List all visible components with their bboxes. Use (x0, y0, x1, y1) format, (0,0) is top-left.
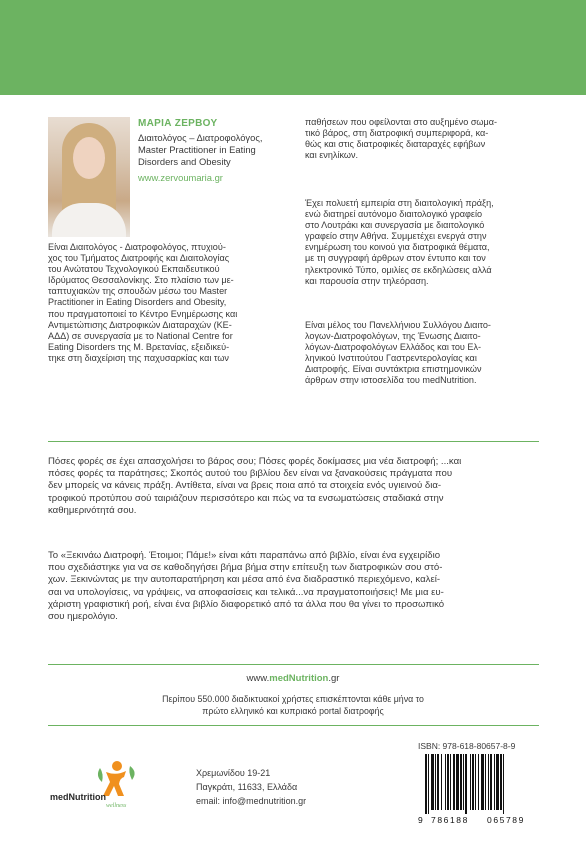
blurb-line: Το «Ξεκινάω Διατροφή. Έτοιμοι; Πάμε!» είναι κάτι παραπάνω από βιβλίο, είναι ένα εγχειρίδιο (48, 550, 441, 561)
barcode-bar (441, 754, 442, 810)
bio-line: και παρουσία στην τηλεόραση. (305, 275, 429, 286)
top-color-band (0, 0, 586, 95)
bio-right-paragraph-3 (305, 320, 491, 387)
barcode-bar (463, 754, 464, 810)
blurb-line: τροφικού προτύπου σού ταιριάζουν περισσότερο και πώς να τα ενσωματώσεις σταδιακά στην (48, 492, 444, 504)
website-suffix: .gr (328, 673, 340, 684)
barcode-bar (496, 754, 499, 810)
blurb-line: σου ημερολόγιο. (48, 611, 118, 623)
bio-line: Έχει πολυετή εμπειρία στη διαιτολογική πράξη, (305, 198, 494, 208)
divider-line (48, 664, 539, 665)
bio-line: που πραγματοποιεί το Κέντρο Ενημέρωσης και (48, 308, 238, 319)
bio-line: λογων-Διατροφολόγων, της Ένωσης Διαιτο- (305, 331, 481, 342)
author-website[interactable]: www.zervoumaria.gr (138, 172, 223, 183)
barcode-group-2: 065789 (487, 815, 525, 825)
blurb-line: σαι να υπολογίσεις, να γράψεις, να αποφασίσεις και τελικά...να πραγματοποιήσεις! Με μια ευ- (48, 586, 444, 598)
barcode-bar (456, 754, 459, 810)
blurb-line: που σχεδιάστηκε για να σε καθοδηγήσει βήμα βήμα στην επίτευξη των διατροφικών σου στό- (48, 562, 443, 574)
barcode-bar (460, 754, 462, 810)
blurb-line: καθημερινότητά σου. (48, 504, 137, 516)
bio-line: τηκε στη διαχείριση της παχυσαρκίας και των (48, 352, 229, 363)
visitors-note (0, 693, 586, 717)
barcode-bar (503, 754, 504, 814)
barcode-bar (490, 754, 492, 810)
barcode-bar (428, 754, 429, 814)
divider-line (48, 441, 539, 442)
bio-line: ηλεκτρονικό Τύπο, ομιλίες σε εκδηλώσεις αλλά (305, 264, 492, 275)
barcode-bar (472, 754, 474, 810)
bio-right-paragraph-2 (305, 198, 494, 287)
barcode-bar (447, 754, 449, 810)
barcode-bar (425, 754, 427, 814)
visitors-line: πρώτο ελληνικό και κυπριακό portal διατροφής (202, 706, 384, 716)
author-name: ΜΑΡΙΑ ΖΕΡΒΟΥ (138, 118, 218, 129)
blurb-line: πόσες φορές τα παράτησες; Σκοπός αυτού του βιβλίου δεν είναι να ξανακούσεις πράγματα που (48, 468, 453, 480)
barcode-bar (431, 754, 434, 810)
author-title-line: Master Practitioner in Eating (138, 144, 256, 155)
barcode-bar (465, 754, 467, 814)
barcode-bar (500, 754, 502, 810)
bio-line: Eating Disorders της Μ. Βρετανίας, εξειδικεύ- (48, 341, 230, 352)
bio-right-paragraph-1 (305, 117, 497, 161)
address-city: Παγκράτι, 11633, Ελλάδα (196, 782, 298, 792)
bio-line: θώς και στις διατροφικές διαταραχές εφήβων (305, 139, 486, 150)
divider-line (48, 725, 539, 726)
author-title-line: Διαιτολόγος – Διατροφολόγος, (138, 132, 263, 143)
bio-line: Ιδρύματος Θεσσαλονίκης. Στο πλαίσιο των με- (48, 275, 234, 286)
bio-line: παθήσεων που οφείλονται στο αυξημένο σωμα- (305, 117, 498, 127)
logo-leaf-icon (129, 766, 134, 780)
bio-line: τικό βάρος, στη διατροφική συμπεριφορά, κα- (305, 128, 489, 139)
bio-line: χος του Τμήματος Διατροφής και Διαιτολογίας (48, 253, 230, 264)
blurb-line: δεν μπορείς να κάνεις πράξη. Αντίθετα, είναι να βρεις ποια από τα στοιχεία ενός υγιεινού δια- (48, 480, 442, 492)
bio-line: λόγων-Διατροφολόγων Ελλάδος και του Ελ- (305, 342, 482, 353)
bio-line: ΑΔΔ) σε συνεργασία με το National Centre for (48, 330, 233, 341)
barcode-bar (494, 754, 495, 810)
barcode-bar (437, 754, 439, 810)
barcode-bar (470, 754, 471, 810)
isbn-label: ISBN: 978-618-80657-8-9 (418, 741, 516, 751)
barcode-group-1: 786188 (431, 815, 469, 825)
barcode-first-digit: 9 (418, 815, 423, 825)
logo-brand-text: medNutrition (50, 792, 106, 802)
blurb-line: χάριστη γραφιστική ροή, είναι ένα βιβλίο διαφορετικό από τα άλλα που θα γίνει το προσωπικό (48, 598, 445, 610)
logo-figure-head-icon (112, 761, 122, 771)
bio-line: του Ανώτατου Τεχνολογικού Εκπαιδευτικού (48, 264, 220, 275)
bio-line: Διατροφής. Είναι συντάκτρια επιστημονικών (305, 364, 482, 375)
bio-left-column (48, 242, 237, 364)
bio-line: και ενηλίκων. (305, 150, 359, 161)
logo-tagline-text: wellness (106, 803, 127, 808)
website-prefix: www. (246, 673, 270, 684)
barcode-bar (453, 754, 455, 810)
mednutrition-logo (50, 756, 145, 808)
blurb-paragraph-1 (48, 456, 461, 517)
barcode-bar (475, 754, 476, 810)
isbn-barcode (417, 754, 541, 814)
logo-figure-icon (103, 771, 126, 796)
bio-line: Practitioner in Eating Disorders and Obesity, (48, 297, 227, 308)
bio-line: Είναι Διαιτολόγος - Διατροφολόγος, πτυχιού- (48, 242, 226, 252)
mednutrition-website[interactable] (0, 673, 586, 684)
address-email: email: info@mednutrition.gr (196, 796, 307, 806)
blurb-line: χων. Ξεκινώντας με την αυτοπαρατήρηση και μέσα από ένα διαδραστικό περιεχόμενο, καλεί- (48, 574, 441, 586)
bio-line: ενημέρωση του κοινού για διατροφικά θέματα, (305, 242, 490, 253)
logo-leaf-icon (98, 768, 103, 782)
barcode-bar (485, 754, 486, 810)
blurb-paragraph-2 (48, 550, 444, 623)
barcode-bar (445, 754, 446, 810)
website-brand: medNutrition (269, 673, 329, 684)
bio-line: γραφείο στην Αθήνα. Συμμετέχει ενεργά στην (305, 231, 487, 242)
bio-line: στο Λουτράκι και συνεργασία με διαιτολογικό (305, 220, 485, 231)
bio-line: ενώ διατηρεί αυτόνομο διαιτολογικό γραφείο (305, 209, 483, 220)
bio-line: ταπτυχιακών της σπουδών μέσω του Master (48, 286, 228, 297)
barcode-bar (488, 754, 489, 810)
barcode-bar (478, 754, 479, 810)
author-title-line: Disorders and Obesity (138, 156, 231, 167)
barcode-bar (481, 754, 484, 810)
blurb-line: Πόσες φορές σε έχει απασχολήσει το βάρος σου; Πόσες φορές δοκίμασες μια νέα διατροφή; ...και (48, 456, 462, 467)
barcode-bar (450, 754, 451, 810)
bio-line: με τη συγγραφή άρθρων στον έντυπο και τον (305, 253, 486, 264)
barcode-bar (435, 754, 436, 810)
visitors-line: Περίπου 550.000 διαδικτυακοί χρήστες επισκέπτονται κάθε μήνα το (162, 694, 424, 704)
bio-line: Αντιμετώπισης Διατροφικών Διαταραχών (ΚΕ- (48, 319, 232, 330)
address-street: Χρεμωνίδου 19-21 (196, 768, 271, 778)
bio-line: Είναι μέλος του Πανελλήνιου Συλλόγου Διαιτο- (305, 320, 491, 330)
author-photo (48, 117, 130, 237)
bio-line: ληνικού Ινστιτούτου Γαστρεντερολογίας και (305, 353, 477, 364)
bio-line: άρθρων στην ιστοσελίδα του medNutrition. (305, 375, 477, 386)
